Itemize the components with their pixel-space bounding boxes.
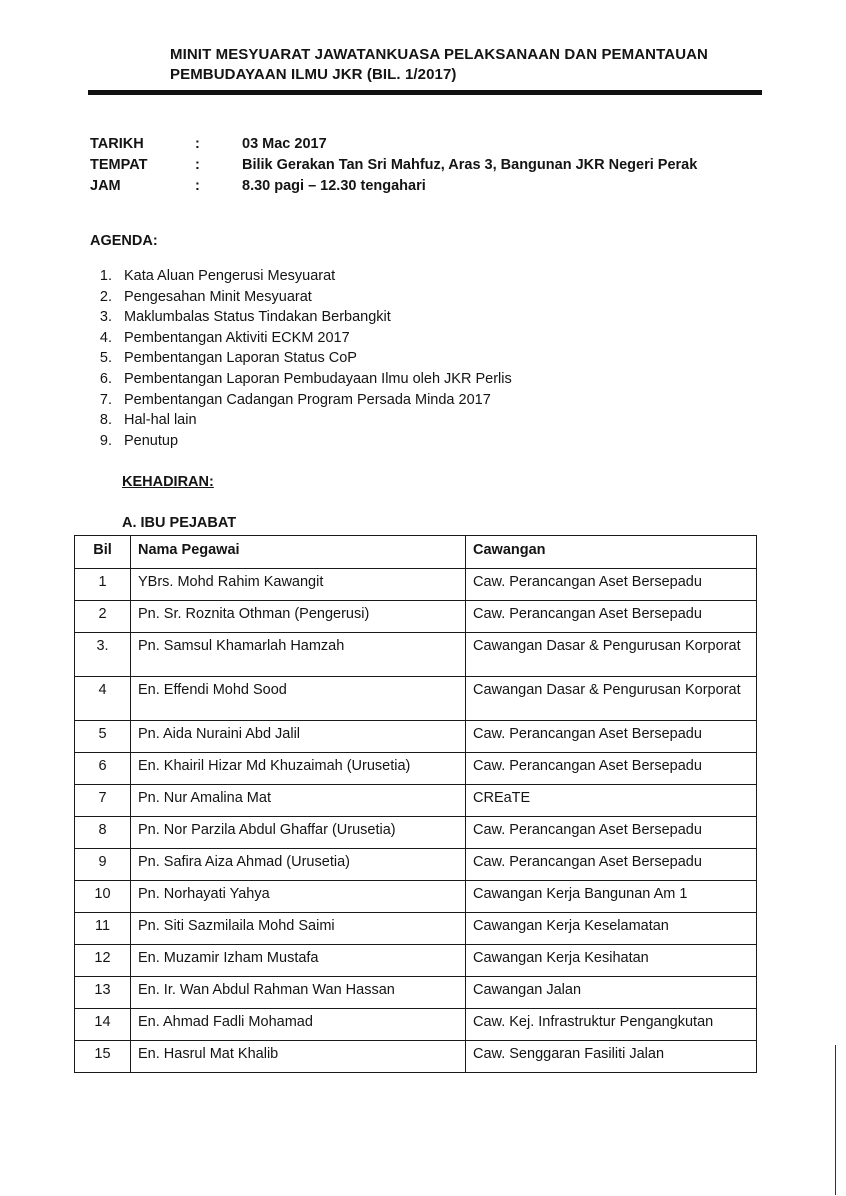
cell-nama: Pn. Aida Nuraini Abd Jalil: [131, 721, 466, 753]
cell-cawangan: Caw. Perancangan Aset Bersepadu: [466, 601, 757, 633]
agenda-heading: AGENDA:: [90, 233, 158, 249]
agenda-number: 4.: [99, 329, 112, 346]
cell-cawangan: Cawangan Jalan: [466, 977, 757, 1009]
meta-label: TEMPAT: [90, 157, 148, 173]
agenda-text: Pembentangan Aktiviti ECKM 2017: [124, 329, 350, 346]
agenda-text: Pengesahan Minit Mesyuarat: [124, 288, 312, 305]
cell-bil: 13: [75, 977, 131, 1009]
meta-label: TARIKH: [90, 136, 144, 152]
agenda-text: Pembentangan Cadangan Program Persada Minda 2017: [124, 391, 491, 408]
table-row: [75, 1041, 757, 1073]
cell-cawangan: CREaTE: [466, 785, 757, 817]
agenda-text: Penutup: [124, 432, 179, 449]
agenda-number: 5.: [99, 350, 112, 367]
agenda-text: Maklumbalas Status Tindakan Berbangkit: [124, 309, 391, 326]
cell-cawangan: Cawangan Kerja Kesihatan: [466, 945, 757, 977]
cell-bil: 6: [75, 753, 131, 785]
cell-nama: YBrs. Mohd Rahim Kawangit: [131, 569, 466, 601]
table-row: [75, 677, 757, 721]
table-row: [75, 785, 757, 817]
meta-label: JAM: [90, 178, 121, 194]
cell-cawangan: Caw. Perancangan Aset Bersepadu: [466, 753, 757, 785]
agenda-number: 9.: [99, 432, 112, 449]
meta-value: 8.30 pagi – 12.30 tengahari: [242, 178, 426, 194]
title-divider: [88, 90, 762, 95]
attendance-section-title: A. IBU PEJABAT: [122, 515, 237, 531]
table-header-row: [75, 536, 757, 569]
cell-cawangan: Caw. Perancangan Aset Bersepadu: [466, 817, 757, 849]
cell-cawangan: Cawangan Kerja Keselamatan: [466, 913, 757, 945]
cell-nama: En. Ahmad Fadli Mohamad: [131, 1009, 466, 1041]
agenda-number: 7.: [99, 391, 112, 408]
cell-nama: Pn. Sr. Roznita Othman (Pengerusi): [131, 601, 466, 633]
cell-bil: 3.: [75, 633, 131, 677]
cell-bil: 1: [75, 569, 131, 601]
agenda-text: Kata Aluan Pengerusi Mesyuarat: [124, 268, 336, 284]
cell-nama: En. Muzamir Izham Mustafa: [131, 945, 466, 977]
agenda-number: 3.: [99, 309, 112, 326]
cell-nama: En. Hasrul Mat Khalib: [131, 1041, 466, 1073]
cell-nama: Pn. Nur Amalina Mat: [131, 785, 466, 817]
agenda-text: Hal-hal lain: [124, 412, 197, 429]
table-row: [75, 633, 757, 677]
scan-edge-mark: [835, 1045, 836, 1195]
cell-nama: En. Ir. Wan Abdul Rahman Wan Hassan: [131, 977, 466, 1009]
cell-cawangan: Cawangan Dasar & Pengurusan Korporat: [466, 677, 757, 721]
cell-cawangan: Caw. Perancangan Aset Bersepadu: [466, 721, 757, 753]
cell-nama: Pn. Samsul Khamarlah Hamzah: [131, 633, 466, 677]
agenda-text: Pembentangan Laporan Status CoP: [124, 350, 357, 367]
agenda-number: 8.: [99, 412, 112, 429]
table-row: [75, 913, 757, 945]
cell-bil: 5: [75, 721, 131, 753]
document-title-line-1: MINIT MESYUARAT JAWATANKUASA PELAKSANAAN DAN PEMANTAUAN: [170, 46, 708, 63]
cell-cawangan: Cawangan Kerja Bangunan Am 1: [466, 881, 757, 913]
attendance-heading: KEHADIRAN:: [122, 474, 214, 490]
cell-bil: 7: [75, 785, 131, 817]
meta-value: 03 Mac 2017: [242, 136, 327, 152]
table-row: [75, 945, 757, 977]
cell-cawangan: Caw. Senggaran Fasiliti Jalan: [466, 1041, 757, 1073]
cell-bil: 15: [75, 1041, 131, 1073]
table-row: [75, 601, 757, 633]
meta-value: Bilik Gerakan Tan Sri Mahfuz, Aras 3, Bangunan JKR Negeri Perak: [242, 157, 698, 173]
agenda-text: Pembentangan Laporan Pembudayaan Ilmu oleh JKR Perlis: [124, 370, 512, 387]
cell-nama: En. Khairil Hizar Md Khuzaimah (Urusetia): [131, 753, 466, 785]
table-row: [75, 753, 757, 785]
cell-nama: Pn. Safira Aiza Ahmad (Urusetia): [131, 849, 466, 881]
column-header-bil: Bil: [75, 536, 131, 569]
agenda-number: 1.: [99, 268, 112, 284]
cell-nama: Pn. Nor Parzila Abdul Ghaffar (Urusetia): [131, 817, 466, 849]
table-row: [75, 817, 757, 849]
column-header-nama: Nama Pegawai: [131, 536, 466, 569]
cell-cawangan: Caw. Kej. Infrastruktur Pengangkutan: [466, 1009, 757, 1041]
cell-bil: 14: [75, 1009, 131, 1041]
table-row: [75, 721, 757, 753]
meta-colon: :: [195, 178, 200, 194]
table-row: [75, 1009, 757, 1041]
meta-colon: :: [195, 157, 200, 173]
cell-nama: Pn. Siti Sazmilaila Mohd Saimi: [131, 913, 466, 945]
cell-bil: 4: [75, 677, 131, 721]
table-row: [75, 881, 757, 913]
document-title: [170, 45, 760, 85]
cell-cawangan: Cawangan Dasar & Pengurusan Korporat: [466, 633, 757, 677]
agenda-number: 6.: [99, 370, 112, 387]
cell-nama: Pn. Norhayati Yahya: [131, 881, 466, 913]
table-row: [75, 569, 757, 601]
cell-bil: 8: [75, 817, 131, 849]
table-row: [75, 849, 757, 881]
meta-colon: :: [195, 136, 200, 152]
cell-bil: 2: [75, 601, 131, 633]
cell-bil: 10: [75, 881, 131, 913]
cell-bil: 9: [75, 849, 131, 881]
attendance-table: [74, 535, 757, 1073]
cell-cawangan: Caw. Perancangan Aset Bersepadu: [466, 849, 757, 881]
column-header-cawangan: Cawangan: [466, 536, 757, 569]
cell-bil: 11: [75, 913, 131, 945]
cell-cawangan: Caw. Perancangan Aset Bersepadu: [466, 569, 757, 601]
table-row: [75, 977, 757, 1009]
agenda-number: 2.: [99, 288, 112, 305]
cell-bil: 12: [75, 945, 131, 977]
cell-nama: En. Effendi Mohd Sood: [131, 677, 466, 721]
document-title-line-2: PEMBUDAYAAN ILMU JKR (BIL. 1/2017): [170, 66, 457, 83]
